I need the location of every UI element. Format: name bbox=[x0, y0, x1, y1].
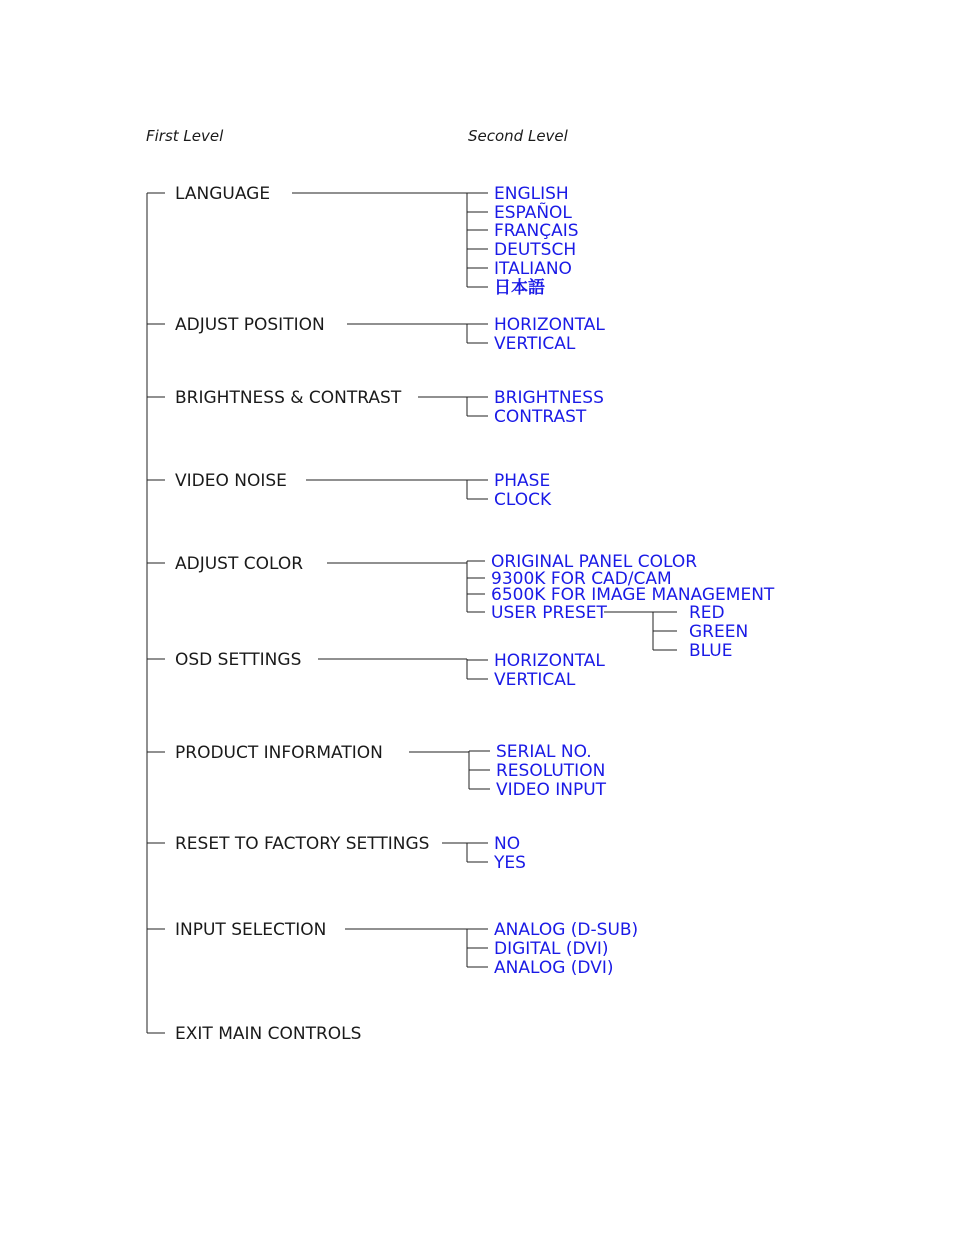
menu-item-adjust-position: ADJUST POSITION bbox=[175, 315, 325, 335]
submenu-item: ENGLISH bbox=[494, 184, 569, 204]
third-level-item: BLUE bbox=[689, 641, 733, 661]
menu-item-language: LANGUAGE bbox=[175, 184, 271, 204]
submenu-item: HORIZONTAL bbox=[494, 651, 605, 671]
submenu-item: YES bbox=[494, 853, 526, 873]
submenu-item: CONTRAST bbox=[494, 407, 587, 427]
submenu-item: 日本語 bbox=[494, 278, 545, 298]
submenu-item: VIDEO INPUT bbox=[496, 780, 607, 800]
menu-item-exit-main-controls: EXIT MAIN CONTROLS bbox=[175, 1024, 362, 1044]
menu-item-brightness-contrast: BRIGHTNESS & CONTRAST bbox=[175, 388, 402, 408]
submenu-item: DIGITAL (DVI) bbox=[494, 939, 609, 959]
submenu-item: PHASE bbox=[494, 471, 551, 491]
submenu-item: 9300K FOR CAD/CAM bbox=[491, 569, 672, 589]
second-level-header: Second Level bbox=[468, 127, 568, 145]
menu-item-input-selection: INPUT SELECTION bbox=[175, 920, 327, 940]
submenu-item: FRANÇAIS bbox=[494, 221, 579, 241]
submenu-item: CLOCK bbox=[494, 490, 552, 510]
submenu-item: VERTICAL bbox=[494, 334, 576, 354]
submenu-item: ORIGINAL PANEL COLOR bbox=[491, 552, 698, 572]
third-level-item: GREEN bbox=[689, 622, 749, 642]
first-level-header: First Level bbox=[146, 127, 224, 145]
submenu-item: NO bbox=[494, 834, 521, 854]
submenu-item: ITALIANO bbox=[494, 259, 572, 279]
submenu-item: VERTICAL bbox=[494, 670, 576, 690]
menu-item-osd-settings: OSD SETTINGS bbox=[175, 650, 302, 670]
submenu-item: 6500K FOR IMAGE MANAGEMENT bbox=[491, 585, 775, 605]
submenu-item: ANALOG (D-SUB) bbox=[494, 920, 639, 940]
third-level-item: RED bbox=[689, 603, 725, 623]
submenu-item: SERIAL NO. bbox=[496, 742, 592, 762]
submenu-item: HORIZONTAL bbox=[494, 315, 605, 335]
submenu-item: BRIGHTNESS bbox=[494, 388, 604, 408]
submenu-item: DEUTSCH bbox=[494, 240, 577, 260]
submenu-item: USER PRESET bbox=[491, 603, 607, 623]
submenu-item: RESOLUTION bbox=[496, 761, 606, 781]
menu-item-video-noise: VIDEO NOISE bbox=[175, 471, 287, 491]
submenu-item: ANALOG (DVI) bbox=[494, 958, 614, 978]
menu-item-product-information: PRODUCT INFORMATION bbox=[175, 743, 383, 763]
submenu-item: ESPAÑOL bbox=[494, 203, 572, 223]
menu-item-adjust-color: ADJUST COLOR bbox=[175, 554, 304, 574]
menu-item-reset-to-factory-settings: RESET TO FACTORY SETTINGS bbox=[175, 834, 430, 854]
